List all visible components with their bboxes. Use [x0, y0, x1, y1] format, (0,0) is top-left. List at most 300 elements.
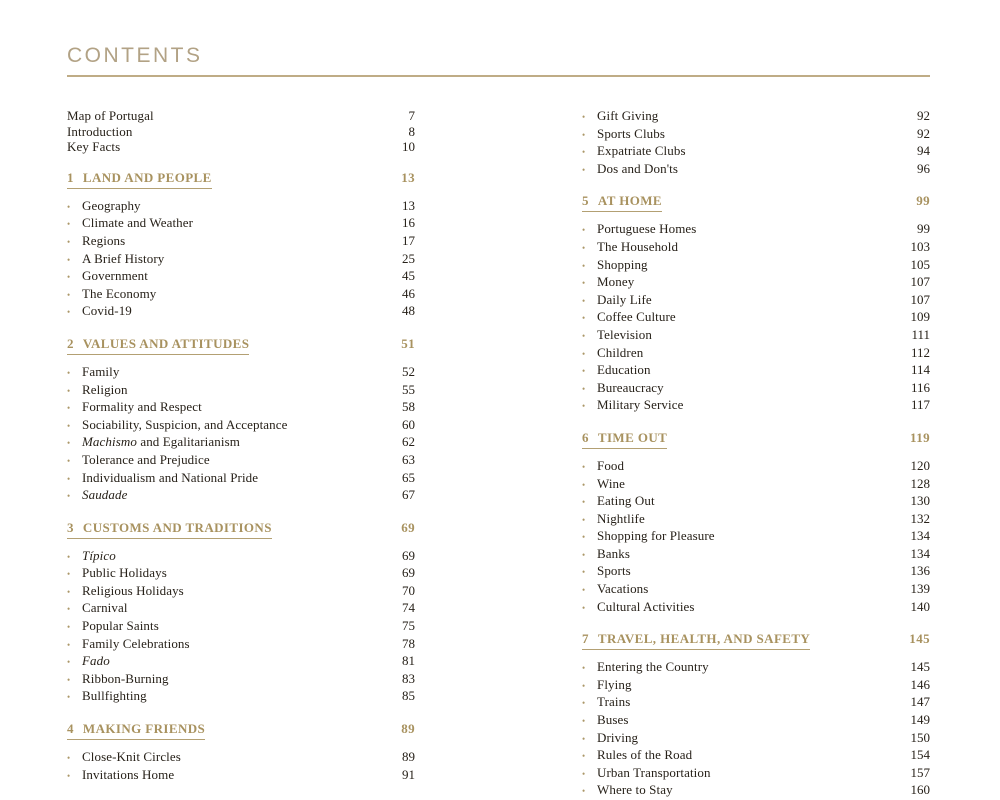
- toc-item: [67, 749, 415, 767]
- bullet-icon: •: [582, 698, 586, 709]
- toc-item-label: [82, 233, 379, 249]
- toc-item-label: [67, 124, 379, 140]
- toc-item-label: [597, 397, 894, 413]
- toc-item-label: [597, 493, 894, 509]
- toc-item-label: [597, 309, 894, 325]
- toc-item-label: [597, 458, 894, 474]
- bullet-icon: •: [582, 663, 586, 674]
- toc-item-page: 105: [910, 256, 930, 272]
- label-text: Portuguese Homes: [597, 221, 697, 237]
- toc-item-page: 69: [402, 547, 415, 563]
- label-text: Rules of the Road: [597, 747, 693, 763]
- label-text: Education: [597, 362, 651, 378]
- section-heading: [67, 520, 415, 539]
- bullet-icon: •: [582, 330, 586, 341]
- bullet-icon: •: [582, 260, 586, 271]
- toc-item: [582, 380, 930, 398]
- toc-section-1: [67, 170, 415, 321]
- toc-item-page: 8: [408, 123, 415, 139]
- label-text: Religion: [82, 381, 128, 397]
- bullet-icon: •: [67, 438, 71, 449]
- label-text: Children: [597, 344, 644, 360]
- toc-item-label: [82, 749, 379, 765]
- toc-item-page: 55: [402, 381, 415, 397]
- label-text: Government: [82, 268, 148, 284]
- bullet-icon: •: [582, 147, 586, 158]
- toc-item: [582, 677, 930, 695]
- toc-columns: [67, 108, 930, 800]
- bullet-icon: •: [582, 680, 586, 691]
- label-text: Dos and Don'ts: [597, 160, 679, 176]
- toc-item: [67, 653, 415, 671]
- section-page: 89: [401, 721, 415, 737]
- toc-item-label: [597, 161, 894, 177]
- toc-item: [582, 511, 930, 529]
- label-text: Food: [597, 457, 625, 473]
- toc-item-label: [82, 671, 379, 687]
- bullet-icon: •: [582, 497, 586, 508]
- section-page: 51: [401, 335, 415, 351]
- toc-item-label: [597, 747, 894, 763]
- toc-section-7: [582, 631, 930, 800]
- bullet-icon: •: [67, 692, 71, 703]
- toc-item-page: 62: [402, 434, 415, 450]
- toc-item: [67, 688, 415, 706]
- toc-item-label: [597, 362, 894, 378]
- label-text: Regions: [82, 232, 126, 248]
- label-text: Close-Knit Circles: [82, 749, 181, 765]
- section-page: 99: [916, 193, 930, 209]
- toc-item-page: 78: [402, 635, 415, 651]
- section-heading-text: [67, 520, 272, 539]
- toc-item-page: 149: [910, 712, 930, 728]
- toc-item-page: 157: [910, 764, 930, 780]
- toc-item: [582, 108, 930, 126]
- toc-item: [67, 124, 415, 140]
- bullet-icon: •: [582, 716, 586, 727]
- toc-item-label: [82, 382, 379, 398]
- toc-item-page: 140: [910, 598, 930, 614]
- label-text: Flying: [597, 676, 632, 692]
- toc-item-label: [82, 618, 379, 634]
- section-heading: [67, 336, 415, 355]
- toc-item-page: 146: [910, 676, 930, 692]
- page-header: [67, 44, 930, 77]
- section-heading-text: [67, 721, 205, 740]
- toc-item: [582, 528, 930, 546]
- label-text: Buses: [597, 712, 629, 728]
- toc-item: [67, 767, 415, 785]
- toc-item-page: 145: [910, 659, 930, 675]
- label-text: A Brief History: [82, 250, 165, 266]
- bullet-icon: •: [67, 307, 71, 318]
- bullet-icon: •: [67, 622, 71, 633]
- toc-item-page: 75: [402, 618, 415, 634]
- toc-item-label: [597, 345, 894, 361]
- label-text: Religious Holidays: [82, 582, 184, 598]
- label-text: Entering the Country: [597, 659, 709, 675]
- toc-item: [582, 765, 930, 783]
- toc-item-page: 96: [917, 160, 930, 176]
- bullet-icon: •: [67, 403, 71, 414]
- label-text: Formality and Respect: [82, 399, 202, 415]
- toc-item-page: 70: [402, 582, 415, 598]
- toc-item-page: 160: [910, 782, 930, 798]
- toc-section-2: [67, 336, 415, 505]
- section-page: 13: [401, 169, 415, 185]
- toc-item: [67, 364, 415, 382]
- toc-item: [582, 694, 930, 712]
- bullet-icon: •: [582, 242, 586, 253]
- toc-item-page: 45: [402, 268, 415, 284]
- toc-item-page: 17: [402, 232, 415, 248]
- toc-item-label: [597, 599, 894, 615]
- toc-item: [582, 563, 930, 581]
- bullet-icon: •: [67, 289, 71, 300]
- bullet-icon: •: [67, 201, 71, 212]
- toc-item-label: [82, 583, 379, 599]
- toc-item-label: [597, 563, 894, 579]
- toc-item: [67, 215, 415, 233]
- label-text: Family Celebrations: [82, 635, 190, 651]
- toc-item-page: 58: [402, 399, 415, 415]
- section-4-continuation-list: [582, 108, 930, 178]
- toc-item-page: 7: [408, 108, 415, 123]
- toc-item-label: [597, 108, 894, 124]
- toc-item-page: 60: [402, 416, 415, 432]
- bullet-icon: •: [582, 313, 586, 324]
- toc-item: [582, 599, 930, 617]
- section-number: 6: [582, 429, 589, 445]
- italic-term: Típico: [82, 547, 116, 563]
- section-title: VALUES AND ATTITUDES: [82, 335, 250, 351]
- toc-item-label: [597, 659, 894, 675]
- label-text: Family: [82, 363, 120, 379]
- left-column: [67, 108, 415, 800]
- toc-item: [67, 198, 415, 216]
- label-text: Sports: [597, 563, 631, 579]
- bullet-icon: •: [67, 420, 71, 431]
- toc-item: [582, 309, 930, 327]
- toc-item-label: [82, 251, 379, 267]
- toc-item-label: [82, 215, 379, 231]
- bullet-icon: •: [67, 569, 71, 580]
- toc-item: [67, 268, 415, 286]
- toc-item-page: 147: [910, 694, 930, 710]
- toc-item-page: 132: [910, 510, 930, 526]
- section-heading: [67, 721, 415, 740]
- bullet-icon: •: [67, 674, 71, 685]
- toc-item-page: 116: [910, 379, 930, 395]
- bullet-icon: •: [582, 532, 586, 543]
- toc-item: [582, 712, 930, 730]
- section-title: MAKING FRIENDS: [82, 721, 206, 737]
- toc-item: [582, 782, 930, 800]
- section-number: 5: [582, 193, 589, 209]
- bullet-icon: •: [582, 567, 586, 578]
- toc-item-page: 52: [402, 363, 415, 379]
- bullet-icon: •: [582, 602, 586, 613]
- bullet-icon: •: [582, 786, 586, 797]
- toc-item-page: 112: [910, 344, 930, 360]
- label-text: Introduction: [67, 123, 133, 139]
- italic-term: Fado: [82, 653, 110, 669]
- label-text: Driving: [597, 729, 639, 745]
- label-text: Banks: [597, 545, 630, 561]
- toc-item-page: 103: [910, 238, 930, 254]
- label-text: Wine: [597, 475, 626, 491]
- toc-item-label: [597, 511, 894, 527]
- toc-item: [582, 493, 930, 511]
- bullet-icon: •: [582, 733, 586, 744]
- bullet-icon: •: [67, 473, 71, 484]
- bullet-icon: •: [67, 219, 71, 230]
- toc-item-page: 16: [402, 215, 415, 231]
- toc-item-page: 136: [910, 563, 930, 579]
- toc-item-page: 111: [911, 326, 930, 342]
- toc-item-page: 109: [910, 309, 930, 325]
- toc-item-page: 154: [910, 747, 930, 763]
- label-text: Cultural Activities: [597, 598, 695, 614]
- italic-term: Saudade: [82, 487, 128, 503]
- toc-item-label: [597, 126, 894, 142]
- toc-item: [582, 546, 930, 564]
- section-heading: [582, 193, 930, 212]
- toc-item-label: [82, 688, 379, 704]
- toc-item: [582, 257, 930, 275]
- toc-item: [582, 292, 930, 310]
- toc-item: [582, 345, 930, 363]
- toc-item: [582, 221, 930, 239]
- toc-item: [582, 143, 930, 161]
- bullet-icon: •: [582, 383, 586, 394]
- bullet-icon: •: [67, 753, 71, 764]
- toc-item-label: [597, 292, 894, 308]
- toc-item: [582, 161, 930, 179]
- section-heading: [582, 430, 930, 449]
- toc-item-page: 130: [910, 493, 930, 509]
- label-text: Shopping: [597, 256, 648, 272]
- label-text: Coffee Culture: [597, 309, 676, 325]
- label-text: Military Service: [597, 397, 684, 413]
- toc-item-label: [597, 694, 894, 710]
- label-text: Eating Out: [597, 493, 655, 509]
- toc-item: [582, 274, 930, 292]
- bullet-icon: •: [582, 129, 586, 140]
- label-text: Carnival: [82, 600, 128, 616]
- toc-item: [67, 108, 415, 124]
- label-text: Key Facts: [67, 139, 121, 155]
- toc-item: [67, 382, 415, 400]
- toc-item-page: 83: [402, 670, 415, 686]
- toc-item-label: [597, 546, 894, 562]
- label-text: Bureaucracy: [597, 379, 664, 395]
- toc-item-page: 92: [917, 125, 930, 141]
- section-heading-text: [582, 430, 667, 449]
- toc-item-label: [597, 239, 894, 255]
- label-text: Climate and Weather: [82, 215, 194, 231]
- section-page: 119: [910, 429, 930, 445]
- toc-item: [67, 251, 415, 269]
- toc-item-page: 65: [402, 469, 415, 485]
- bullet-icon: •: [582, 295, 586, 306]
- bullet-icon: •: [67, 272, 71, 283]
- bullet-icon: •: [67, 604, 71, 615]
- label-text: Bullfighting: [82, 688, 147, 704]
- bullet-icon: •: [67, 586, 71, 597]
- toc-item-label: [597, 476, 894, 492]
- toc-item-page: 85: [402, 688, 415, 704]
- section-heading-text: [67, 336, 249, 355]
- toc-item: [67, 399, 415, 417]
- label-text: Urban Transportation: [597, 764, 711, 780]
- toc-item-label: [597, 528, 894, 544]
- toc-item-page: 69: [402, 565, 415, 581]
- toc-item-label: [82, 286, 379, 302]
- toc-item-page: 25: [402, 250, 415, 266]
- toc-item-page: 81: [402, 653, 415, 669]
- bullet-icon: •: [67, 367, 71, 378]
- label-text: Trains: [597, 694, 631, 710]
- toc-item-label: [82, 198, 379, 214]
- bullet-icon: •: [582, 479, 586, 490]
- toc-item: [67, 139, 415, 155]
- toc-item: [67, 452, 415, 470]
- toc-item-page: 107: [910, 274, 930, 290]
- label-text: Map of Portugal: [67, 108, 154, 123]
- section-heading: [67, 170, 415, 189]
- section-number: 1: [67, 169, 74, 185]
- toc-item: [67, 548, 415, 566]
- toc-item-label: [82, 653, 379, 669]
- toc-section-3: [67, 520, 415, 706]
- toc-item-page: 120: [910, 457, 930, 473]
- label-text: Sociability, Suspicion, and Acceptance: [82, 416, 288, 432]
- toc-item-label: [82, 767, 379, 783]
- toc-item: [67, 470, 415, 488]
- label-text: Gift Giving: [597, 108, 659, 123]
- toc-item-page: 63: [402, 451, 415, 467]
- label-text: The Household: [597, 238, 679, 254]
- toc-item-page: 134: [910, 545, 930, 561]
- toc-item-label: [597, 327, 894, 343]
- toc-item-label: [597, 274, 894, 290]
- toc-item-label: [82, 636, 379, 652]
- label-text: Individualism and National Pride: [82, 469, 259, 485]
- section-title: LAND AND PEOPLE: [82, 169, 212, 185]
- toc-item-page: 48: [402, 303, 415, 319]
- bullet-icon: •: [67, 657, 71, 668]
- label-text: Shopping for Pleasure: [597, 528, 715, 544]
- bullet-icon: •: [582, 366, 586, 377]
- title-rule: [67, 75, 930, 77]
- toc-item: [582, 239, 930, 257]
- toc-item-page: 139: [910, 581, 930, 597]
- bullet-icon: •: [67, 639, 71, 650]
- front-matter-list: [67, 108, 415, 155]
- bullet-icon: •: [67, 254, 71, 265]
- toc-item-label: [597, 143, 894, 159]
- toc-item-page: 128: [910, 475, 930, 491]
- label-text: Daily Life: [597, 291, 652, 307]
- section-number: 4: [67, 721, 74, 737]
- bullet-icon: •: [67, 455, 71, 466]
- section-number: 2: [67, 335, 74, 351]
- section-heading-text: [582, 193, 662, 212]
- toc-item-page: 107: [910, 291, 930, 307]
- toc-item: [582, 362, 930, 380]
- toc-item-label: [597, 257, 894, 273]
- toc-item: [582, 126, 930, 144]
- toc-item-page: 114: [910, 362, 930, 378]
- toc-item: [67, 434, 415, 452]
- label-text: The Economy: [82, 285, 157, 301]
- bullet-icon: •: [582, 514, 586, 525]
- label-text: Where to Stay: [597, 782, 673, 798]
- toc-item-page: 10: [402, 139, 415, 155]
- toc-item-label: [67, 139, 379, 155]
- toc-item-label: [82, 268, 379, 284]
- section-page: 145: [909, 631, 930, 647]
- toc-item-page: 46: [402, 285, 415, 301]
- bullet-icon: •: [582, 585, 586, 596]
- section-heading: [582, 631, 930, 650]
- label-text: and Egalitarianism: [136, 434, 240, 450]
- bullet-icon: •: [582, 112, 586, 122]
- label-text: Expatriate Clubs: [597, 143, 686, 159]
- section-page: 69: [401, 519, 415, 535]
- bullet-icon: •: [67, 551, 71, 562]
- label-text: Popular Saints: [82, 618, 159, 634]
- toc-item-label: [82, 417, 379, 433]
- toc-item-page: 92: [917, 108, 930, 123]
- toc-item-label: [82, 303, 379, 319]
- toc-item-label: [82, 548, 379, 564]
- bullet-icon: •: [582, 225, 586, 236]
- toc-item: [67, 600, 415, 618]
- toc-item: [67, 303, 415, 321]
- label-text: Nightlife: [597, 510, 645, 526]
- bullet-icon: •: [582, 751, 586, 762]
- toc-item-label: [82, 434, 379, 450]
- toc-item-label: [597, 782, 894, 798]
- toc-item: [67, 671, 415, 689]
- toc-item: [67, 583, 415, 601]
- toc-item: [582, 581, 930, 599]
- page-title: CONTENTS: [67, 44, 203, 67]
- toc-item-page: 150: [910, 729, 930, 745]
- toc-item-label: [82, 487, 379, 503]
- toc-item: [582, 730, 930, 748]
- bullet-icon: •: [67, 491, 71, 502]
- bullet-icon: •: [582, 401, 586, 412]
- toc-item-label: [597, 221, 894, 237]
- bullet-icon: •: [582, 461, 586, 472]
- toc-item: [582, 659, 930, 677]
- label-text: Sports Clubs: [597, 125, 666, 141]
- toc-item: [582, 458, 930, 476]
- toc-section-5: [582, 193, 930, 415]
- toc-item-page: 94: [917, 143, 930, 159]
- toc-item-page: 99: [917, 221, 930, 237]
- toc-item-label: [597, 581, 894, 597]
- toc-item: [67, 233, 415, 251]
- bullet-icon: •: [582, 768, 586, 779]
- toc-item: [67, 286, 415, 304]
- toc-item-page: 13: [402, 197, 415, 213]
- toc-item-page: 91: [402, 766, 415, 782]
- label-text: Vacations: [597, 581, 649, 597]
